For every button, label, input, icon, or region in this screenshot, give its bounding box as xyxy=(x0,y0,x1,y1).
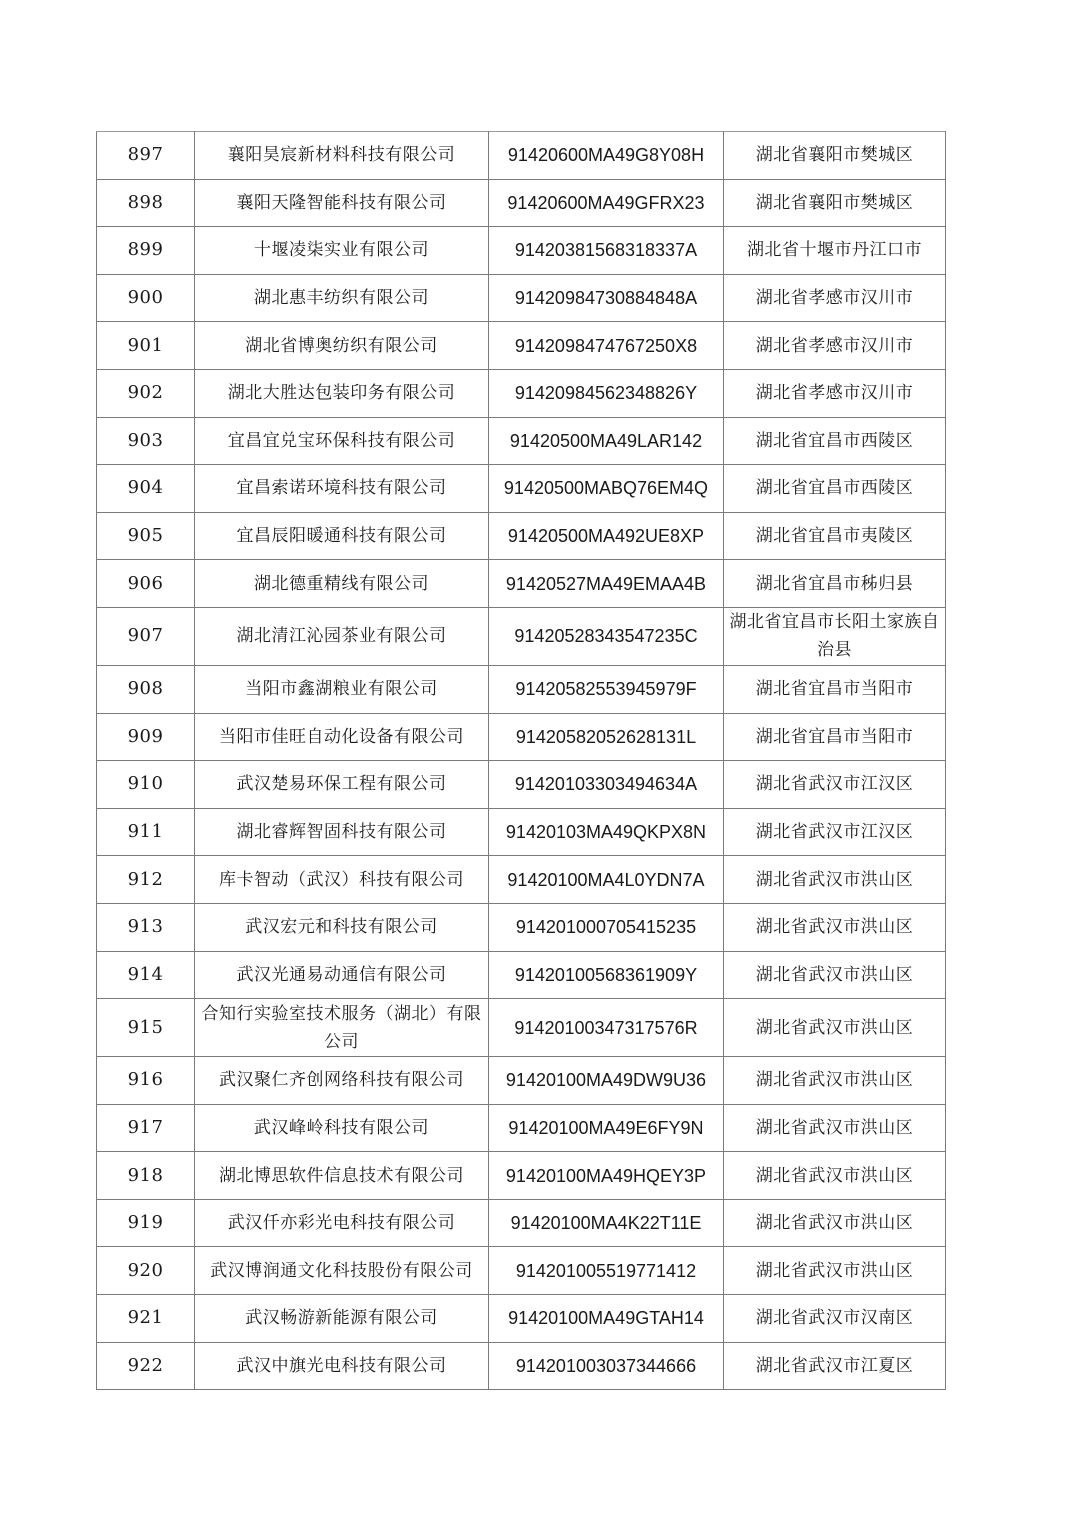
location-cell: 湖北省孝感市汉川市 xyxy=(724,369,946,417)
credit-code-cell: 91420100MA49DW9U36 xyxy=(489,1057,724,1105)
location-cell: 湖北省孝感市汉川市 xyxy=(724,322,946,370)
company-name-cell: 襄阳昊宸新材料科技有限公司 xyxy=(195,132,489,180)
row-number-cell: 906 xyxy=(97,560,195,608)
location-cell: 湖北省宜昌市西陵区 xyxy=(724,465,946,513)
table-row xyxy=(97,560,946,608)
credit-code-cell: 91420100MA4L0YDN7A xyxy=(489,856,724,904)
company-name-cell: 湖北省博奥纺织有限公司 xyxy=(195,322,489,370)
row-number-cell: 921 xyxy=(97,1295,195,1343)
row-number-cell: 908 xyxy=(97,665,195,713)
company-name-cell: 湖北清江沁园茶业有限公司 xyxy=(195,607,489,665)
credit-code-cell: 91420500MABQ76EM4Q xyxy=(489,465,724,513)
row-number-cell: 918 xyxy=(97,1152,195,1200)
row-number-cell: 914 xyxy=(97,951,195,999)
table-row xyxy=(97,1295,946,1343)
location-cell: 湖北省宜昌市秭归县 xyxy=(724,560,946,608)
table-row xyxy=(97,1247,946,1295)
location-cell: 湖北省武汉市洪山区 xyxy=(724,1152,946,1200)
location-cell: 湖北省宜昌市西陵区 xyxy=(724,417,946,465)
credit-code-cell: 91420100568361909Y xyxy=(489,951,724,999)
credit-code-cell: 914201005519771412 xyxy=(489,1247,724,1295)
location-cell: 湖北省武汉市汉南区 xyxy=(724,1295,946,1343)
location-cell: 湖北省武汉市江汉区 xyxy=(724,808,946,856)
company-name-cell: 十堰凌柒实业有限公司 xyxy=(195,227,489,275)
row-number-cell: 910 xyxy=(97,761,195,809)
table-row xyxy=(97,761,946,809)
row-number-cell: 922 xyxy=(97,1342,195,1390)
company-name-cell: 武汉博润通文化科技股份有限公司 xyxy=(195,1247,489,1295)
location-cell: 湖北省宜昌市当阳市 xyxy=(724,665,946,713)
table-row xyxy=(97,322,946,370)
row-number-cell: 907 xyxy=(97,607,195,665)
location-cell: 湖北省武汉市洪山区 xyxy=(724,1199,946,1247)
location-cell: 湖北省孝感市汉川市 xyxy=(724,274,946,322)
location-cell: 湖北省襄阳市樊城区 xyxy=(724,132,946,180)
company-name-cell: 宜昌辰阳暖通科技有限公司 xyxy=(195,512,489,560)
location-cell: 湖北省武汉市洪山区 xyxy=(724,1247,946,1295)
table-row xyxy=(97,465,946,513)
company-name-cell: 襄阳天隆智能科技有限公司 xyxy=(195,179,489,227)
credit-code-cell: 91420103303494634A xyxy=(489,761,724,809)
credit-code-cell: 914201003037344666 xyxy=(489,1342,724,1390)
credit-code-cell: 91420100MA4K22T11E xyxy=(489,1199,724,1247)
row-number-cell: 912 xyxy=(97,856,195,904)
company-name-cell: 合知行实验室技术服务（湖北）有限公司 xyxy=(195,999,489,1057)
company-name-cell: 当阳市佳旺自动化设备有限公司 xyxy=(195,713,489,761)
table-row xyxy=(97,665,946,713)
row-number-cell: 897 xyxy=(97,132,195,180)
location-cell: 湖北省武汉市洪山区 xyxy=(724,1104,946,1152)
location-cell: 湖北省武汉市洪山区 xyxy=(724,999,946,1057)
location-cell: 湖北省武汉市洪山区 xyxy=(724,951,946,999)
credit-code-cell: 91420984562348826Y xyxy=(489,369,724,417)
company-list-body xyxy=(97,132,946,1390)
location-cell: 湖北省宜昌市当阳市 xyxy=(724,713,946,761)
credit-code-cell: 91420582052628131L xyxy=(489,713,724,761)
location-cell: 湖北省宜昌市夷陵区 xyxy=(724,512,946,560)
table-row xyxy=(97,512,946,560)
table-row xyxy=(97,179,946,227)
table-row xyxy=(97,607,946,665)
location-cell: 湖北省襄阳市樊城区 xyxy=(724,179,946,227)
credit-code-cell: 91420100MA49HQEY3P xyxy=(489,1152,724,1200)
credit-code-cell: 91420500MA492UE8XP xyxy=(489,512,724,560)
company-name-cell: 武汉宏元和科技有限公司 xyxy=(195,903,489,951)
table-row xyxy=(97,1104,946,1152)
location-cell: 湖北省武汉市江汉区 xyxy=(724,761,946,809)
credit-code-cell: 91420527MA49EMAA4B xyxy=(489,560,724,608)
table-row xyxy=(97,1057,946,1105)
credit-code-cell: 91420600MA49GFRX23 xyxy=(489,179,724,227)
row-number-cell: 911 xyxy=(97,808,195,856)
table-row xyxy=(97,417,946,465)
credit-code-cell: 91420500MA49LAR142 xyxy=(489,417,724,465)
credit-code-cell: 91420528343547235C xyxy=(489,607,724,665)
credit-code-cell: 914201000705415235 xyxy=(489,903,724,951)
company-name-cell: 武汉聚仁齐创网络科技有限公司 xyxy=(195,1057,489,1105)
location-cell: 湖北省武汉市江夏区 xyxy=(724,1342,946,1390)
company-name-cell: 宜昌宜兑宝环保科技有限公司 xyxy=(195,417,489,465)
row-number-cell: 905 xyxy=(97,512,195,560)
company-name-cell: 武汉畅游新能源有限公司 xyxy=(195,1295,489,1343)
table-row xyxy=(97,1199,946,1247)
table-row xyxy=(97,132,946,180)
row-number-cell: 919 xyxy=(97,1199,195,1247)
table-row xyxy=(97,856,946,904)
company-name-cell: 武汉仟亦彩光电科技有限公司 xyxy=(195,1199,489,1247)
row-number-cell: 913 xyxy=(97,903,195,951)
company-name-cell: 湖北德重精线有限公司 xyxy=(195,560,489,608)
location-cell: 湖北省武汉市洪山区 xyxy=(724,1057,946,1105)
company-name-cell: 湖北大胜达包装印务有限公司 xyxy=(195,369,489,417)
credit-code-cell: 91420600MA49G8Y08H xyxy=(489,132,724,180)
company-name-cell: 武汉峰岭科技有限公司 xyxy=(195,1104,489,1152)
table-row xyxy=(97,1152,946,1200)
row-number-cell: 899 xyxy=(97,227,195,275)
table-row xyxy=(97,903,946,951)
company-name-cell: 武汉楚易环保工程有限公司 xyxy=(195,761,489,809)
table-row xyxy=(97,1342,946,1390)
row-number-cell: 909 xyxy=(97,713,195,761)
location-cell: 湖北省宜昌市长阳土家族自治县 xyxy=(724,607,946,665)
company-name-cell: 湖北博思软件信息技术有限公司 xyxy=(195,1152,489,1200)
row-number-cell: 904 xyxy=(97,465,195,513)
company-name-cell: 武汉中旗光电科技有限公司 xyxy=(195,1342,489,1390)
table-row xyxy=(97,999,946,1057)
row-number-cell: 917 xyxy=(97,1104,195,1152)
table-row xyxy=(97,227,946,275)
table-row xyxy=(97,951,946,999)
company-name-cell: 武汉光通易动通信有限公司 xyxy=(195,951,489,999)
table-row xyxy=(97,713,946,761)
row-number-cell: 902 xyxy=(97,369,195,417)
row-number-cell: 898 xyxy=(97,179,195,227)
row-number-cell: 915 xyxy=(97,999,195,1057)
company-name-cell: 湖北惠丰纺织有限公司 xyxy=(195,274,489,322)
company-name-cell: 库卡智动（武汉）科技有限公司 xyxy=(195,856,489,904)
location-cell: 湖北省十堰市丹江口市 xyxy=(724,227,946,275)
credit-code-cell: 91420582553945979F xyxy=(489,665,724,713)
location-cell: 湖北省武汉市洪山区 xyxy=(724,856,946,904)
credit-code-cell: 91420100MA49E6FY9N xyxy=(489,1104,724,1152)
row-number-cell: 920 xyxy=(97,1247,195,1295)
row-number-cell: 901 xyxy=(97,322,195,370)
credit-code-cell: 91420103MA49QKPX8N xyxy=(489,808,724,856)
row-number-cell: 900 xyxy=(97,274,195,322)
company-name-cell: 湖北睿辉智固科技有限公司 xyxy=(195,808,489,856)
table-row xyxy=(97,274,946,322)
credit-code-cell: 91420100MA49GTAH14 xyxy=(489,1295,724,1343)
company-name-cell: 宜昌索诺环境科技有限公司 xyxy=(195,465,489,513)
company-list-table xyxy=(96,131,946,1390)
credit-code-cell: 91420984730884848A xyxy=(489,274,724,322)
credit-code-cell: 9142098474767250X8 xyxy=(489,322,724,370)
location-cell: 湖北省武汉市洪山区 xyxy=(724,903,946,951)
credit-code-cell: 91420381568318337A xyxy=(489,227,724,275)
table-row xyxy=(97,808,946,856)
table-row xyxy=(97,369,946,417)
row-number-cell: 916 xyxy=(97,1057,195,1105)
row-number-cell: 903 xyxy=(97,417,195,465)
company-name-cell: 当阳市鑫湖粮业有限公司 xyxy=(195,665,489,713)
credit-code-cell: 91420100347317576R xyxy=(489,999,724,1057)
